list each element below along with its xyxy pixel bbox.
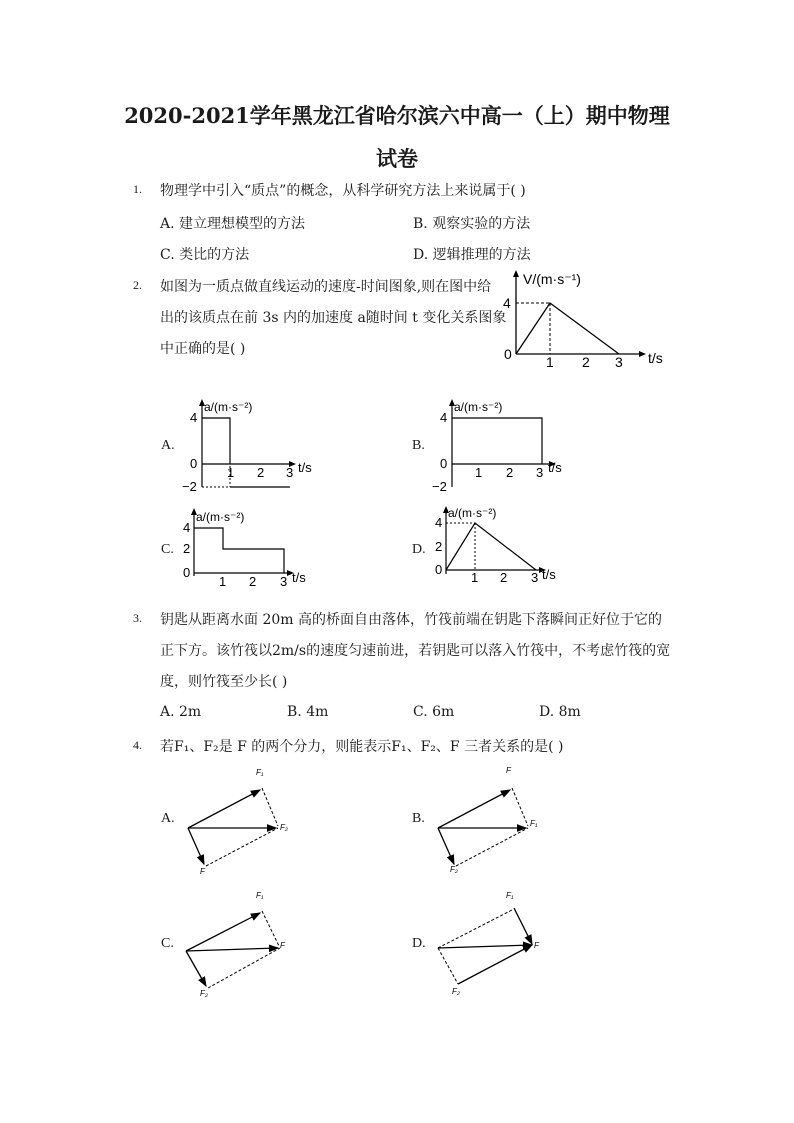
q2-graph-d-label: D. [412, 542, 426, 557]
vt-origin: 0 [504, 346, 512, 362]
svg-text:4: 4 [183, 520, 191, 535]
q2-number: 2. [133, 278, 142, 292]
svg-text:1: 1 [471, 570, 479, 585]
q3-text-line3: 度，则竹筏至少长( ) [160, 674, 288, 690]
q3-option-c: C. 6m [413, 704, 455, 720]
velocity-time-graph [500, 268, 670, 373]
q4-option-c-label: C. [161, 936, 174, 951]
vt-xtick-3: 3 [615, 354, 623, 370]
svg-text:F₁: F₁ [256, 768, 264, 777]
svg-text:F₂: F₂ [450, 865, 458, 874]
q2-graph-b [430, 397, 580, 497]
q2-graph-a-label: A. [161, 438, 175, 453]
vt-xlabel: t/s [648, 350, 663, 366]
svg-text:t/s: t/s [548, 460, 562, 475]
svg-text:−2: −2 [432, 479, 447, 494]
svg-text:4: 4 [435, 515, 443, 530]
svg-text:0: 0 [435, 562, 443, 577]
vt-xtick-1: 1 [546, 354, 554, 370]
svg-text:0: 0 [190, 456, 198, 471]
vt-line [516, 303, 619, 354]
svg-text:3: 3 [536, 465, 544, 480]
q1-option-c: C. 类比的方法 [160, 247, 250, 263]
svg-text:F₁: F₁ [256, 891, 264, 900]
vt-ylabel: V/(m·s⁻¹) [523, 271, 581, 287]
svg-text:F₁: F₁ [506, 891, 514, 900]
svg-text:2: 2 [500, 570, 508, 585]
svg-text:F: F [506, 766, 511, 775]
svg-text:F₂: F₂ [200, 989, 208, 998]
q4-diagram-a [180, 760, 300, 878]
svg-text:4: 4 [190, 410, 198, 425]
q2-graph-c-label: C. [161, 542, 174, 557]
q4-diagram-b [430, 760, 550, 878]
svg-text:4: 4 [440, 410, 448, 425]
q1-text: 物理学中引入“质点”的概念，从科学研究方法上来说属于( ) [160, 183, 526, 199]
svg-text:t/s: t/s [298, 460, 312, 475]
q2-text-line1: 如图为一质点做直线运动的速度-时间图象,则在图中给 [160, 279, 492, 295]
q3-option-b: B. 4m [287, 704, 329, 720]
svg-text:−2: −2 [182, 479, 197, 494]
svg-text:a/(m·s⁻²): a/(m·s⁻²) [448, 506, 497, 520]
q4-diagram-c [180, 888, 300, 998]
vt-ytick: 4 [503, 295, 511, 311]
svg-text:1: 1 [219, 574, 227, 589]
vt-y-arrow [513, 270, 519, 277]
q4-diagram-d [432, 888, 552, 998]
svg-text:3: 3 [531, 570, 539, 585]
svg-text:0: 0 [440, 456, 448, 471]
svg-text:3: 3 [280, 574, 288, 589]
svg-text:0: 0 [183, 565, 191, 580]
svg-text:F: F [280, 941, 285, 950]
q3-text-line2: 正下方。该竹筏以2m/s的速度匀速前进，若钥匙可以落入竹筏中，不考虑竹筏的宽 [160, 643, 671, 659]
exam-title-line2: 试卷 [376, 146, 418, 171]
q3-text-line1: 钥匙从距离水面 20m 高的桥面自由落体，竹筏前端在钥匙下落瞬间正好位于它的 [160, 612, 662, 628]
svg-text:F₂: F₂ [452, 987, 460, 996]
q4-option-d-label: D. [412, 936, 426, 951]
svg-text:t/s: t/s [542, 567, 556, 582]
q3-option-d: D. 8m [539, 704, 581, 720]
svg-text:1: 1 [475, 465, 483, 480]
q1-option-b: B. 观察实验的方法 [413, 216, 531, 232]
q4-option-a-label: A. [161, 811, 175, 826]
q2-graph-c [172, 506, 322, 596]
svg-text:t/s: t/s [292, 570, 306, 585]
exam-title: 2020-2021学年黑龙江省哈尔滨六中高一（上）期中物理 [124, 103, 670, 128]
svg-text:a/(m·s⁻²): a/(m·s⁻²) [204, 400, 253, 414]
svg-text:F: F [534, 941, 539, 950]
svg-text:a/(m·s⁻²): a/(m·s⁻²) [196, 510, 245, 524]
q4-text: 若F₁、F₂是 F 的两个分力，则能表示F₁、F₂、F 三者关系的是( ) [160, 739, 564, 755]
q3-number: 3. [133, 611, 142, 625]
q2-text-line3: 中正确的是( ) [160, 341, 246, 357]
svg-text:a/(m·s⁻²): a/(m·s⁻²) [454, 400, 503, 414]
svg-text:3: 3 [286, 465, 294, 480]
q1-option-d: D. 逻辑推理的方法 [413, 247, 531, 263]
svg-text:F₁: F₁ [530, 819, 538, 828]
vt-xtick-2: 2 [582, 354, 590, 370]
q3-option-a: A. 2m [160, 704, 202, 720]
vt-x-arrow [639, 351, 646, 357]
q4-number: 4. [133, 738, 142, 752]
q2-graph-b-label: B. [412, 438, 425, 453]
svg-text:2: 2 [249, 574, 257, 589]
svg-text:F: F [200, 867, 205, 876]
svg-text:F₂: F₂ [280, 823, 288, 832]
svg-text:2: 2 [435, 539, 443, 554]
q1-number: 1. [133, 182, 142, 196]
q2-text-line2: 出的该质点在前 3s 内的加速度 a随时间 t 变化关系图象 [160, 310, 507, 326]
q2-graph-d [428, 502, 578, 592]
svg-text:2: 2 [257, 465, 265, 480]
q1-option-a: A. 建立理想模型的方法 [160, 216, 306, 232]
q4-option-b-label: B. [412, 811, 425, 826]
svg-text:2: 2 [183, 541, 191, 556]
svg-text:2: 2 [506, 465, 514, 480]
svg-text:1: 1 [227, 465, 235, 480]
q2-graph-a [180, 397, 320, 497]
